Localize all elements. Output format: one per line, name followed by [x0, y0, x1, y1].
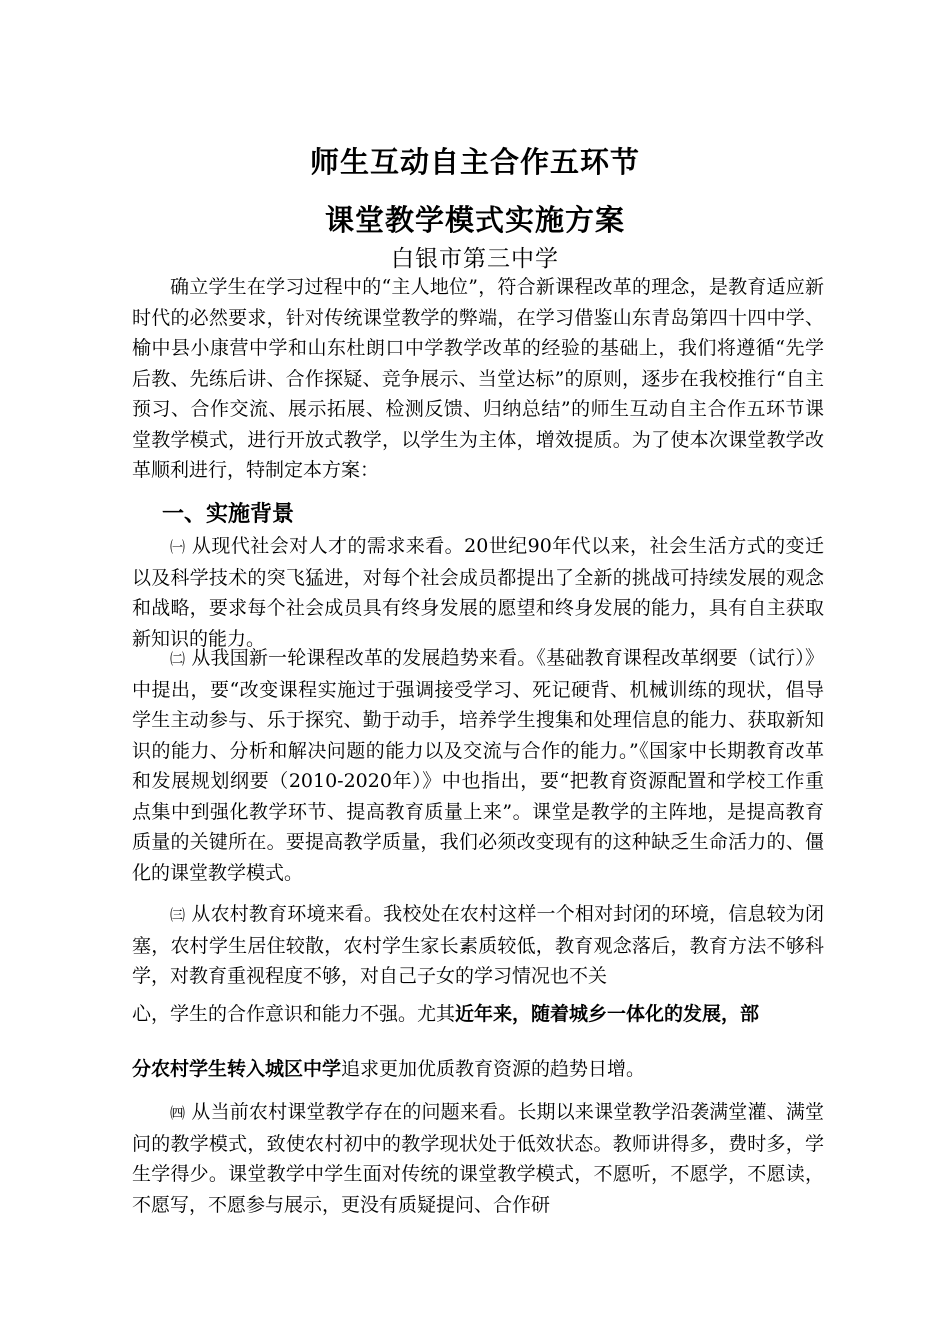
paragraph-number: ㈠: [170, 538, 186, 556]
background-paragraph-2: [132, 643, 824, 888]
document-title-line2: 课堂教学模式实施方案: [324, 203, 625, 237]
background-paragraph-3: [132, 899, 824, 992]
document-title-line1: 师生互动自主合作五环节: [309, 145, 640, 179]
intro-paragraph: 确立学生在学习过程中的“主人地位”，符合新课程改革的理念，是教育适应新时代的必然要求，针对传统课堂教学的弊端，在学习借鉴山东青岛第四十四中学、榆中县小康营中学和山东杜朗口中学教学改革的经验的基础上，我们将遵循“先学后教、先练后讲、合作探疑、竞争展示、当堂达标”的原则，逐步在我校推行“自主预习、合作交流、展示拓展、检测反馈、归纳总结”的师生互动自主合作五环节课堂教学模式，进行开放式教学，以学生为主体，增效提质。为了使本次课堂教学改革顺利进行，特制定本方案：: [132, 276, 824, 481]
document-author: 白银市第三中学: [391, 246, 559, 272]
emphasized-text: 分农村学生转入城区中学: [132, 1058, 342, 1080]
paragraph-text: 从农村教育环境来看。我校处在农村这样一个相对封闭的环境，信息较为闭塞，农村学生居住较散，农村学生家长素质较低，教育观念落后，教育方法不够科学，对教育重视程度不够，对自己子女的学习情况也不关: [132, 903, 824, 987]
paragraph-number: ㈢: [170, 906, 186, 924]
background-paragraph-4: [132, 1097, 824, 1220]
paragraph-text: 心，学生的合作意识和能力不强。尤其: [132, 1003, 456, 1025]
paragraph-text: 从当前农村课堂教学存在的问题来看。长期以来课堂教学沿袭满堂灌、满堂问的教学模式，致使农村初中的教学现状处于低效状态。教师讲得多，费时多，学生学得少。课堂教学中学生面对传统的课堂教学模式，不愿听，不愿学，不愿读，不愿写，不愿参与展示，更没有质疑提问、合作研: [132, 1101, 824, 1216]
emphasized-text: 近年来，随着城乡一体化的发展，部: [455, 1003, 760, 1025]
paragraph-number: ㈡: [170, 650, 186, 668]
paragraph-number: ㈣: [170, 1104, 186, 1122]
section-heading-background: 一、实施背景: [162, 502, 295, 527]
paragraph-text: 从我国新一轮课程改革的发展趋势来看。《基础教育课程改革纲要（试行）》中提出，要“改变课程实施过于强调接受学习、死记硬背、机械训练的现状，倡导学生主动参与、乐于探究、勤于动手，培养学生搜集和处理信息的能力、获取新知识的能力、分析和解决问题的能力以及交流与合作的能力。”《国家中长期教育改革和发展规划纲要（2010-2020年）》中也指出，要“把教育资源配置和学校工作重点集中到强化教学环节、提高教育质量上来”。课堂是教学的主阵地，是提高教育质量的关键所在。要提高教学质量，我们必须改变现有的这种缺乏生命活力的、僵化的课堂教学模式。: [132, 647, 824, 884]
background-paragraph-3-end: [132, 1053, 824, 1085]
background-paragraph-1: [132, 531, 824, 654]
paragraph-text: 从现代社会对人才的需求来看。20世纪90年代以来，社会生活方式的变迁以及科学技术的突飞猛进，对每个社会成员都提出了全新的挑战可持续发展的观念和战略，要求每个社会成员具有终身发展的愿望和终身发展的能力，具有自主获取新知识的能力。: [132, 535, 824, 650]
background-paragraph-3-continued: [132, 998, 824, 1030]
paragraph-text: 追求更加优质教育资源的趋势日增。: [341, 1058, 646, 1080]
